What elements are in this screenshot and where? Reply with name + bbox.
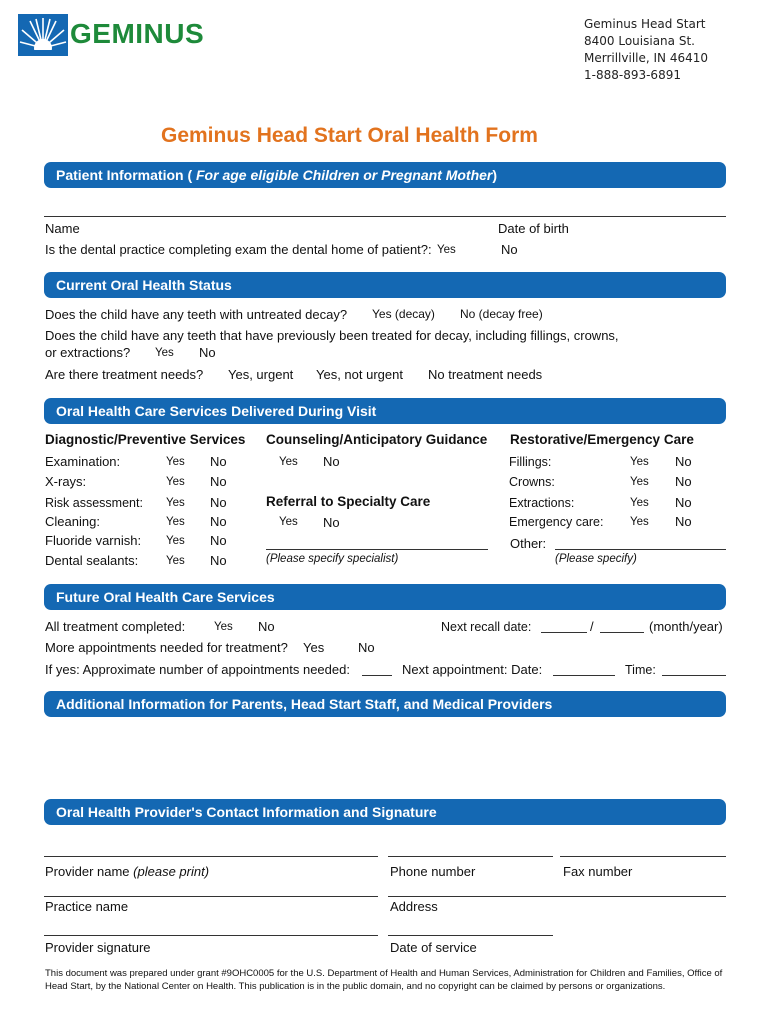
more-appointments-question: More appointments needed for treatment?: [45, 640, 288, 655]
other-line[interactable]: [555, 549, 726, 550]
treated-decay-yes[interactable]: Yes: [155, 347, 174, 359]
practice-name-label: Practice name: [45, 899, 129, 914]
approx-appointments-line[interactable]: [362, 675, 392, 676]
diag-label: Fluoride varnish:: [45, 533, 142, 548]
name-dob-line[interactable]: [44, 216, 726, 217]
treated-decay-question-line2: or extractions?: [45, 345, 131, 360]
approx-appointments-label: If yes: Approximate number of appointments needed:: [45, 662, 350, 677]
counseling-no[interactable]: No: [323, 454, 340, 469]
diag-yes[interactable]: Yes: [166, 535, 185, 547]
restor-no[interactable]: No: [675, 495, 692, 510]
section-band-additional: [44, 691, 726, 717]
time-label: Time:: [625, 663, 656, 677]
more-appointments-no[interactable]: No: [358, 640, 375, 655]
completed-no[interactable]: No: [258, 619, 275, 634]
other-label: Other:: [510, 536, 547, 551]
restor-no[interactable]: No: [675, 514, 692, 529]
provider-name-label: [45, 864, 209, 879]
band-italic: For age eligible Children or Pregnant Mother: [196, 167, 493, 183]
treated-decay-question-line1: Does the child have any teeth that have previously been treated for decay, including fillings, crowns,: [45, 328, 619, 343]
provider-name-line[interactable]: [44, 856, 378, 857]
section-band-patient: [44, 162, 726, 188]
diag-yes[interactable]: Yes: [166, 476, 185, 488]
name-label: Name: [45, 221, 80, 236]
treatment-needs-question: Are there treatment needs?: [45, 367, 204, 382]
restor-yes[interactable]: Yes: [630, 497, 649, 509]
diagnostic-header: Diagnostic/Preventive Services: [45, 432, 246, 447]
untreated-decay-question: Does the child have any teeth with untreated decay?: [45, 307, 348, 322]
next-appointment-label: Next appointment: Date:: [402, 662, 543, 677]
section-band-services: [44, 398, 726, 424]
diag-yes[interactable]: Yes: [166, 516, 185, 528]
diag-yes[interactable]: Yes: [166, 456, 185, 468]
time-line[interactable]: [662, 675, 726, 676]
completed-yes[interactable]: Yes: [214, 621, 233, 633]
diag-label: Risk assessment:: [45, 496, 143, 510]
diag-label: Dental sealants:: [45, 553, 139, 568]
dob-label: Date of birth: [498, 221, 569, 236]
diag-no[interactable]: No: [210, 454, 227, 469]
phone-line[interactable]: [388, 856, 553, 857]
section-band-provider: [44, 799, 726, 825]
restor-no[interactable]: No: [675, 454, 692, 469]
treatment-needs-not-urgent[interactable]: Yes, not urgent: [316, 367, 403, 382]
address-line-3: Merrillville, IN 46410: [584, 51, 709, 65]
practice-name-line[interactable]: [44, 896, 378, 897]
diag-yes[interactable]: Yes: [166, 497, 185, 509]
provider-name-hint: (please print): [133, 864, 210, 879]
dental-home-no[interactable]: No: [501, 242, 518, 257]
recall-year-line[interactable]: [600, 632, 644, 633]
restor-label: Crowns:: [509, 475, 555, 489]
treatment-needs-urgent[interactable]: Yes, urgent: [228, 367, 294, 382]
diag-no[interactable]: No: [210, 514, 227, 529]
diag-no[interactable]: No: [210, 533, 227, 548]
restor-yes[interactable]: Yes: [630, 516, 649, 528]
diag-label: Examination:: [45, 454, 121, 469]
untreated-decay-no[interactable]: No (decay free): [460, 307, 543, 321]
dental-home-yes[interactable]: Yes: [437, 244, 456, 256]
restor-label: Fillings:: [509, 455, 552, 469]
provider-name-text: Provider name: [45, 864, 130, 879]
recall-separator: /: [590, 619, 594, 634]
next-appointment-date-line[interactable]: [553, 675, 615, 676]
address-label: Address: [390, 899, 438, 914]
band-close: ): [492, 167, 498, 183]
counseling-header: Counseling/Anticipatory Guidance: [266, 432, 488, 447]
page-title: Geminus Head Start Oral Health Form: [161, 124, 538, 147]
counseling-yes[interactable]: Yes: [279, 456, 298, 468]
specialist-line[interactable]: [266, 549, 488, 550]
logo-text: GEMINUS: [70, 18, 205, 49]
fax-label: Fax number: [563, 864, 633, 879]
sunburst-icon: [18, 14, 68, 56]
band-label: Patient Information (: [56, 167, 196, 183]
footer-disclaimer: This document was prepared under grant #9OHC0005 for the U.S. Department of Health and Human Services, Administration for Children and Families, Office of Head Start, by the National Center on Health. This publication is in the public domain, and no copyright can be claimed by persons or organizations.: [45, 968, 723, 992]
band-label: Current Oral Health Status: [56, 277, 232, 293]
address-line[interactable]: [388, 896, 726, 897]
signature-label: Provider signature: [45, 940, 151, 955]
address-line-1: Geminus Head Start: [584, 17, 706, 31]
treated-decay-no[interactable]: No: [199, 345, 216, 360]
diag-no[interactable]: No: [210, 553, 227, 568]
recall-month-line[interactable]: [541, 632, 587, 633]
diag-no[interactable]: No: [210, 474, 227, 489]
section-band-future: [44, 584, 726, 610]
band-label: Oral Health Provider's Contact Information and Signature: [56, 804, 437, 820]
diag-yes[interactable]: Yes: [166, 555, 185, 567]
address-line-2: 8400 Louisiana St.: [584, 34, 695, 48]
date-of-service-label: Date of service: [390, 940, 477, 955]
completed-label: All treatment completed:: [45, 619, 186, 634]
diag-label: X-rays:: [45, 474, 87, 489]
dental-home-question: Is the dental practice completing exam the dental home of patient?:: [45, 242, 432, 257]
band-label: Future Oral Health Care Services: [56, 589, 275, 605]
untreated-decay-yes[interactable]: Yes (decay): [372, 307, 435, 321]
specify-hint: (Please specify): [555, 553, 637, 565]
referral-yes[interactable]: Yes: [279, 516, 298, 528]
restor-label: Emergency care:: [509, 515, 604, 529]
date-of-service-line[interactable]: [388, 935, 553, 936]
restor-no[interactable]: No: [675, 474, 692, 489]
phone-label: Phone number: [390, 864, 476, 879]
diag-no[interactable]: No: [210, 495, 227, 510]
more-appointments-yes[interactable]: Yes: [303, 640, 325, 655]
referral-no[interactable]: No: [323, 515, 340, 530]
fax-line[interactable]: [560, 856, 726, 857]
signature-line[interactable]: [44, 935, 378, 936]
recall-label: Next recall date:: [441, 620, 532, 634]
referral-header: Referral to Specialty Care: [266, 494, 431, 509]
address-block: [584, 16, 708, 84]
band-label: Additional Information for Parents, Head Start Staff, and Medical Providers: [56, 696, 553, 712]
restor-yes[interactable]: Yes: [630, 456, 649, 468]
diag-label: Cleaning:: [45, 514, 100, 529]
recall-hint: (month/year): [649, 619, 723, 634]
restor-label: Extractions:: [509, 496, 575, 510]
restorative-header: Restorative/Emergency Care: [510, 432, 694, 447]
restor-yes[interactable]: Yes: [630, 476, 649, 488]
address-phone: 1-888-893-6891: [584, 68, 681, 82]
specialist-hint: (Please specify specialist): [266, 553, 399, 565]
band-label: Oral Health Care Services Delivered During Visit: [56, 403, 377, 419]
section-band-current: [44, 272, 726, 298]
treatment-needs-none[interactable]: No treatment needs: [428, 367, 543, 382]
